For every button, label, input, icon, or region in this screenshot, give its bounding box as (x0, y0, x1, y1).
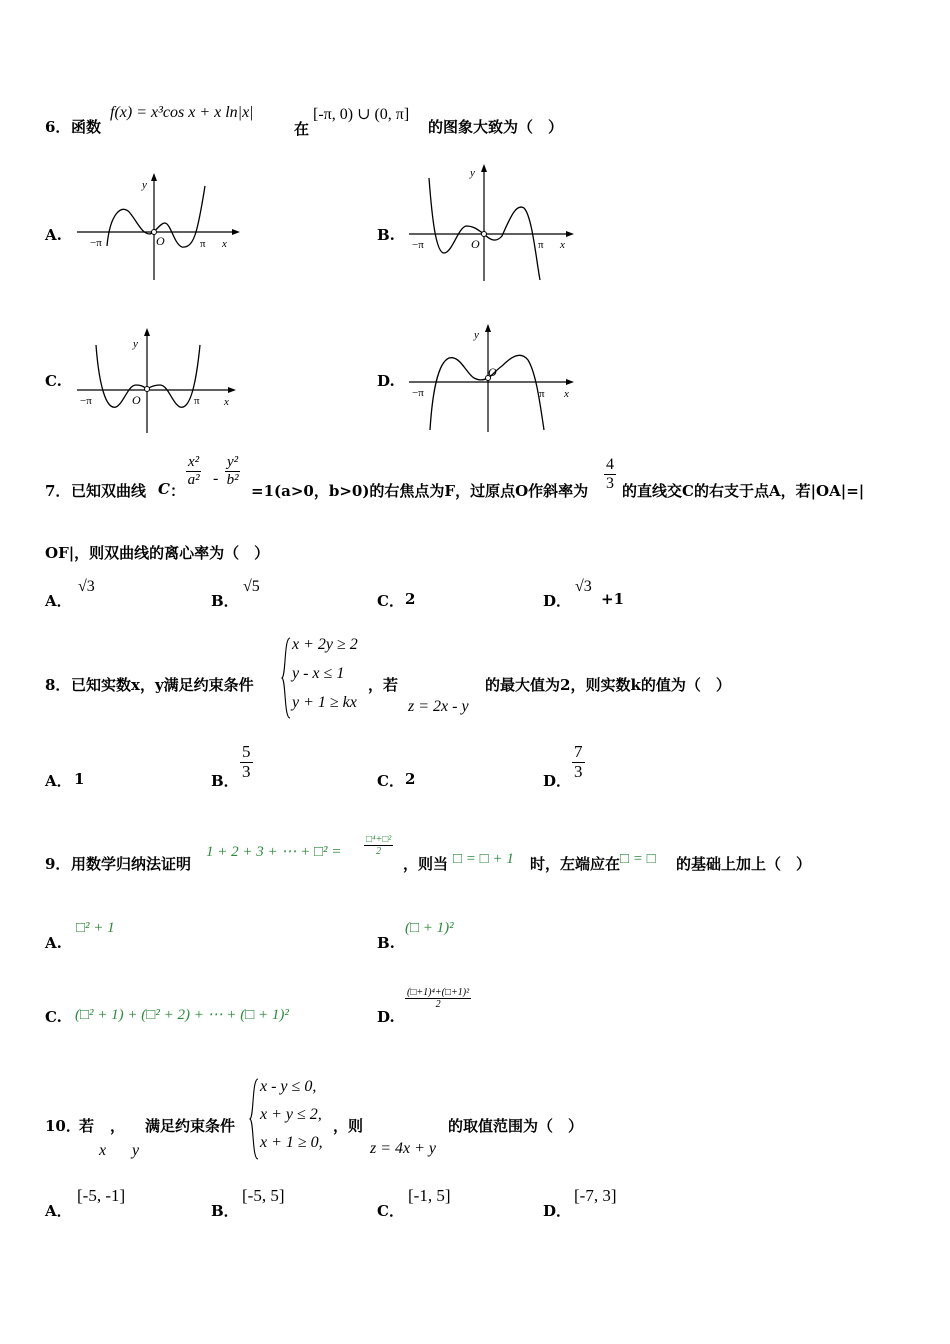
q10-constraint-1: x - y ≤ 0, (260, 1078, 317, 1095)
q8-constraint-2: y - x ≤ 1 (292, 665, 345, 682)
o-label: O (488, 365, 497, 379)
o-label: O (132, 393, 141, 407)
q6-function: f(x) = x³cos x + x ln|x| (110, 104, 254, 121)
q7-c: C (158, 480, 170, 498)
q9-option-b-letter: B. (377, 934, 395, 952)
q10-text-a: 满足约束条件 (145, 1117, 236, 1135)
hollow-point-icon (145, 387, 150, 392)
q8-text-a: 已知实数x，y满足约束条件 (71, 676, 254, 694)
q9-option-d-den: 2 (435, 999, 441, 1010)
y-axis-arrow-icon (481, 164, 487, 172)
q8-option-b-fraction (240, 743, 253, 781)
q9-option-c-value: (□² + 1) + (□² + 2) + ⋯ + (□ + 1)² (75, 1007, 289, 1023)
q6-in: 在 (294, 120, 310, 138)
q8-option-c-value: 2 (405, 770, 416, 788)
q9-formula: 1 + 2 + 3 + ⋯ + □² = (206, 844, 342, 860)
x-axis-arrow-icon (232, 229, 240, 235)
q10-ze: ，则 (333, 1117, 364, 1135)
q10-option-c-value: [-1, 5] (408, 1186, 451, 1205)
q8-option-d-fraction (572, 743, 585, 781)
q9-formula-fraction (364, 834, 393, 857)
q8-number: 8． (45, 676, 71, 694)
q6-option-c-letter: C. (45, 372, 62, 390)
q9-option-c-letter: C. (45, 1008, 62, 1026)
q10-ruo: 若 (79, 1117, 95, 1135)
neg-pi-label: −π (412, 239, 424, 251)
x-axis-arrow-icon (566, 231, 574, 237)
q10-option-b-value: [-5, 5] (242, 1186, 285, 1205)
q7-slope (604, 456, 616, 492)
q6-domain: [-π, 0) ∪ (0, π] (313, 106, 410, 123)
q9-option-d-num: (□+1)⁴+(□+1)² (407, 987, 470, 998)
pi-label: π (194, 395, 200, 407)
q7-x2: x² (188, 454, 200, 470)
pi-label: π (538, 239, 544, 251)
q6-option-a-letter: A. (45, 226, 62, 244)
q6-number: 6． (45, 118, 71, 136)
q9-text-b: ，则当 (403, 855, 449, 873)
q9-text-a: 用数学归纳法证明 (71, 855, 192, 873)
q6-prefix: 函数 (71, 118, 102, 136)
q8-text-b: 的最大值为2，则实数k的值为（ ） (485, 676, 731, 694)
q7-number: 7． (45, 482, 71, 500)
q8-option-c-letter: C． (377, 772, 404, 790)
x-label: x (564, 388, 569, 400)
x-label: x (560, 239, 565, 251)
q9-number: 9． (45, 855, 71, 873)
q7-option-b-value: √5 (243, 578, 260, 595)
q10-option-a-value: [-5, -1] (77, 1186, 126, 1205)
q10-var-x: x (99, 1142, 107, 1159)
q9-frac-den: 2 (376, 846, 382, 857)
q10-option-d-value: [-7, 3] (574, 1186, 617, 1205)
y-label: y (474, 329, 479, 341)
q7-slope-num: 4 (606, 456, 614, 473)
neg-pi-label: −π (412, 387, 424, 399)
q8-constraint-1: x + 2y ≥ 2 (292, 636, 358, 653)
q10-text-b: 的取值范围为（ ） (448, 1117, 584, 1135)
q8-option-b-letter: B． (211, 772, 239, 790)
q7-option-c-value: 2 (405, 590, 416, 608)
x-axis-arrow-icon (228, 387, 236, 393)
q10-objective: z = 4x + y (370, 1140, 437, 1157)
q10-option-a-letter: A． (45, 1202, 72, 1220)
q7-text-a: 已知双曲线 (71, 482, 147, 500)
q10-option-d-letter: D． (543, 1202, 572, 1220)
q6-option-d-graph (404, 318, 579, 435)
q10-comma: ， (110, 1117, 126, 1135)
q9-frac-num: □⁴+□² (366, 834, 392, 845)
x-label: x (224, 396, 229, 408)
neg-pi-label: −π (80, 395, 92, 407)
q10-number: 10． (45, 1117, 81, 1135)
q10-var-y: y (132, 1142, 140, 1159)
neg-pi-label: −π (90, 237, 102, 249)
q7-option-d-value: √3 (575, 578, 592, 595)
q10-constraint-3: x + 1 ≥ 0, (260, 1134, 323, 1151)
q7-b2: b² (226, 471, 239, 488)
q7-y2: y² (227, 454, 239, 470)
y-axis-arrow-icon (151, 173, 157, 181)
q8-option-a-value: 1 (74, 770, 85, 788)
q9-option-a-value: □² + 1 (76, 920, 115, 936)
q7-option-a-value: √3 (78, 578, 95, 595)
q7-fraction-x (186, 454, 201, 488)
q9-condition: □ = □ + 1 (453, 851, 514, 867)
q10-constraint-2: x + y ≤ 2, (260, 1106, 322, 1123)
q9-text-d: 的基础上加上（ ） (676, 855, 812, 873)
q10-brace-icon (248, 1077, 260, 1161)
q8-option-b-den: 3 (242, 761, 251, 781)
q7-option-a-letter: A． (45, 592, 72, 610)
hollow-point-icon (482, 232, 487, 237)
q6-suffix: 的图象大致为（ ） (428, 118, 564, 136)
y-label: y (470, 167, 475, 179)
q8-ruo: ，若 (368, 676, 399, 694)
q6-option-a-graph (72, 168, 242, 283)
y-label: y (133, 338, 138, 350)
q6-option-d-letter: D. (377, 372, 395, 390)
q7-option-d-letter: D． (543, 592, 572, 610)
q8-option-d-den: 3 (574, 761, 583, 781)
q7-text-c: 的直线交C的右支于点A，若|OA|=| (622, 482, 865, 500)
q8-option-a-letter: A． (45, 772, 72, 790)
o-label: O (156, 234, 165, 248)
q7-option-b-letter: B． (211, 592, 239, 610)
q7-colon: ： (170, 482, 186, 500)
curve (96, 345, 200, 407)
q6-option-b-graph (404, 158, 579, 283)
q8-option-d-num: 7 (574, 742, 583, 761)
q10-option-b-letter: B． (211, 1202, 239, 1220)
q7-a2: a² (187, 471, 200, 488)
q9-option-d-letter: D. (377, 1008, 395, 1026)
q9-condition-2: □ = □ (620, 851, 656, 867)
x-label: x (222, 238, 227, 250)
x-axis-arrow-icon (566, 379, 574, 385)
q7-text-b: =1(a>0，b>0)的右焦点为F，过原点O作斜率为 (251, 482, 589, 500)
q9-option-a-letter: A. (45, 934, 62, 952)
curve (430, 355, 544, 430)
q6-option-c-graph (72, 325, 242, 435)
q7-option-c-letter: C． (377, 592, 404, 610)
q8-option-d-letter: D． (543, 772, 572, 790)
q8-option-b-num: 5 (242, 742, 251, 761)
q8-brace-icon (280, 636, 292, 720)
pi-label: π (539, 388, 545, 400)
q7-slope-den: 3 (606, 474, 614, 492)
q7-line2: OF|，则双曲线的离心率为（ ） (45, 544, 270, 562)
q9-option-b-value: (□ + 1)² (405, 920, 454, 936)
y-label: y (142, 179, 147, 191)
q10-option-c-letter: C． (377, 1202, 404, 1220)
q8-objective: z = 2x - y (408, 698, 469, 715)
y-axis-arrow-icon (485, 324, 491, 332)
q9-option-d-fraction (405, 987, 471, 1010)
q7-option-d-suffix: +1 (601, 590, 625, 608)
o-label: O (471, 237, 480, 251)
y-axis-arrow-icon (144, 328, 150, 336)
q6-option-b-letter: B. (377, 226, 395, 244)
q7-fraction-y (225, 454, 240, 488)
q8-constraint-3: y + 1 ≥ kx (292, 694, 357, 711)
q7-minus: - (213, 470, 219, 487)
q9-text-c: 时，左端应在 (530, 855, 621, 873)
pi-label: π (200, 238, 206, 250)
